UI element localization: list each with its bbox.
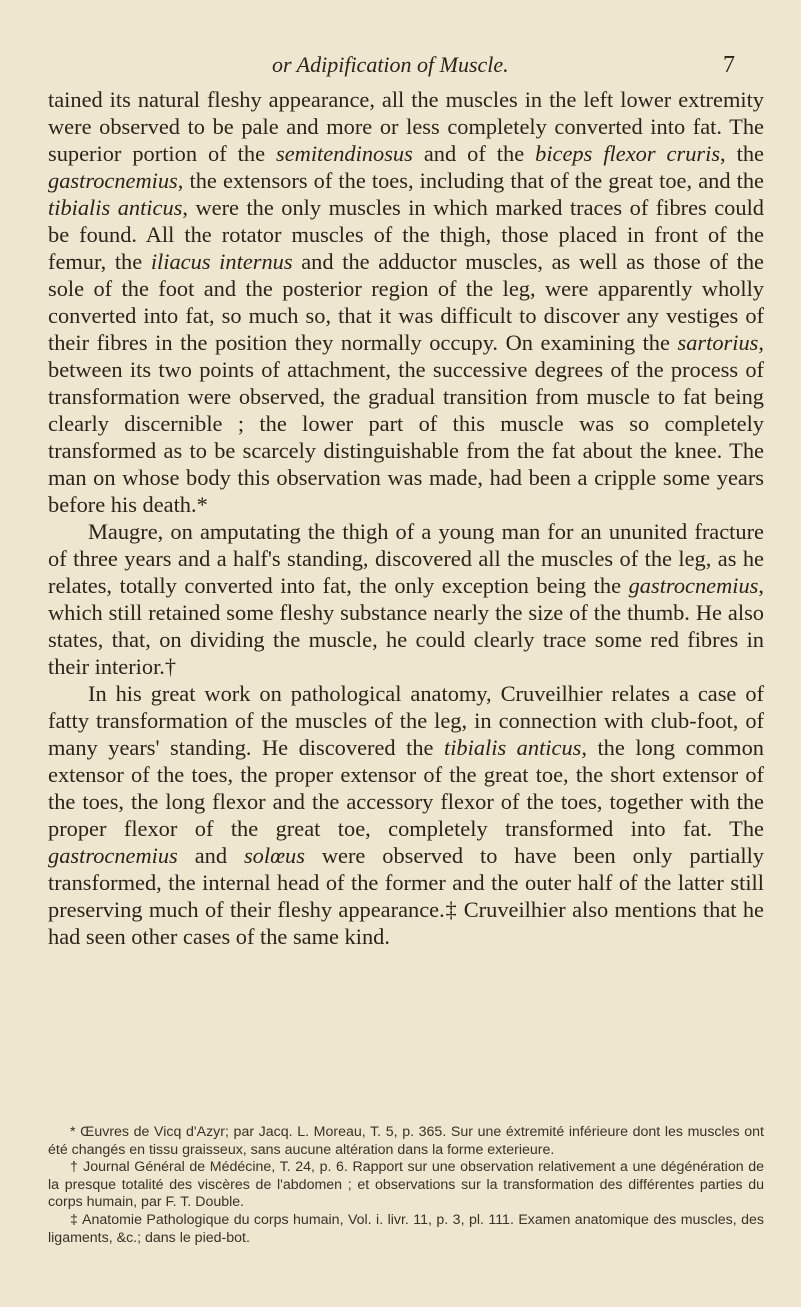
text-run: , the extensors of the toes, including that of the great toe, and the [177, 168, 764, 193]
footnote-2: † Journal Général de Médécine, T. 24, p. 6. Rapport sur une observation relativement a une dégénération de la presque totalité des viscères de l'abdomen ; et observations sur la transformation des différentes parties du corps humain, par F. T. Double. [48, 1159, 764, 1211]
italic-term: tibialis anticus [443, 735, 582, 760]
body-text [48, 86, 764, 950]
text-run: , which still retained some fleshy substance nearly the size of the thumb. He also states, that, on dividing the muscle, he could clearly trace some red fibres in their interior.† [48, 573, 764, 679]
text-run: were observed to have been only partially transformed, the internal head of the former and the outer half of the latter still preserving much of their fleshy appearance.‡ Cruveilhier also mentions that he had seen other cases of the same kind. [48, 843, 764, 949]
italic-term: sartorius [677, 330, 759, 355]
running-title: or Adipification of Muscle. [272, 52, 509, 77]
italic-term: semitendinosus [276, 141, 413, 166]
text-run: , between its two points of attachment, the successive degrees of the process of transformation were observed, the gradual transition from muscle to fat being clearly discernible ; the lower part of this muscle was so completely transformed as to be scarcely distinguishable from the fat about the knee. The man on whose body this observation was made, had been a cripple some years before his death.* [48, 330, 764, 517]
italic-term: iliacus internus [150, 249, 293, 274]
text-run: tained its natural fleshy appearance, all the muscles in the left lower extremity were observed to be pale and more or less completely converted into fat. The superior portion of the [48, 87, 764, 166]
text-run: , the long common extensor of the toes, the proper extensor of the great toe, the short extensor of the toes, the long flexor and the accessory flexor of the toes, together with the proper flexor of the great toe, completely transformed into fat. The [48, 735, 764, 841]
italic-term: solœus [243, 843, 305, 868]
text-run: , the [720, 141, 764, 166]
italic-term: biceps flexor cruris [535, 141, 721, 166]
running-header [222, 52, 735, 82]
paragraph-2 [48, 518, 764, 680]
page-number: 7 [723, 52, 735, 78]
footnote-3: ‡ Anatomie Pathologique du corps humain, Vol. i. livr. 11, p. 3, pl. 111. Examen anatomique des muscles, des ligaments, &c.; dans le pied-bot. [48, 1211, 764, 1246]
text-run: and of the [412, 141, 536, 166]
footnotes [48, 1124, 764, 1247]
italic-term: gastrocnemius [48, 843, 178, 868]
italic-term: gastrocnemius [628, 573, 759, 598]
paragraph-3 [48, 680, 764, 950]
text-run: and the adductor muscles, as well as those of the sole of the foot and the posterior region of the leg, were apparently wholly converted into fat, so much so, that it was difficult to discover any vestiges of their fibres in the position they normally occupy. On examining the [48, 249, 764, 355]
italic-term: gastrocnemius [48, 168, 178, 193]
text-run: and [177, 843, 244, 868]
italic-term: tibialis anticus [48, 195, 183, 220]
text-run: In his great work on pathological anatomy, Cruveilhier relates a case of fatty transformation of the muscles of the leg, in connection with club-foot, of many years' standing. He discovered the [48, 681, 764, 760]
text-run: , were the only muscles in which marked traces of fibres could be found. All the rotator muscles of the thigh, those placed in front of the femur, the [48, 195, 764, 274]
footnote-1: * Œuvres de Vicq d'Azyr; par Jacq. L. Moreau, T. 5, p. 365. Sur une éxtremité inférieure dont les muscles ont été changés en tissu graisseux, sans aucune altération dans la forme exterieure. [48, 1124, 764, 1158]
paragraph-1 [48, 86, 764, 518]
text-run: Maugre, on amputating the thigh of a young man for an ununited fracture of three years and a half's standing, discovered all the muscles of the leg, as he relates, totally converted into fat, the only exception being the [48, 519, 764, 598]
